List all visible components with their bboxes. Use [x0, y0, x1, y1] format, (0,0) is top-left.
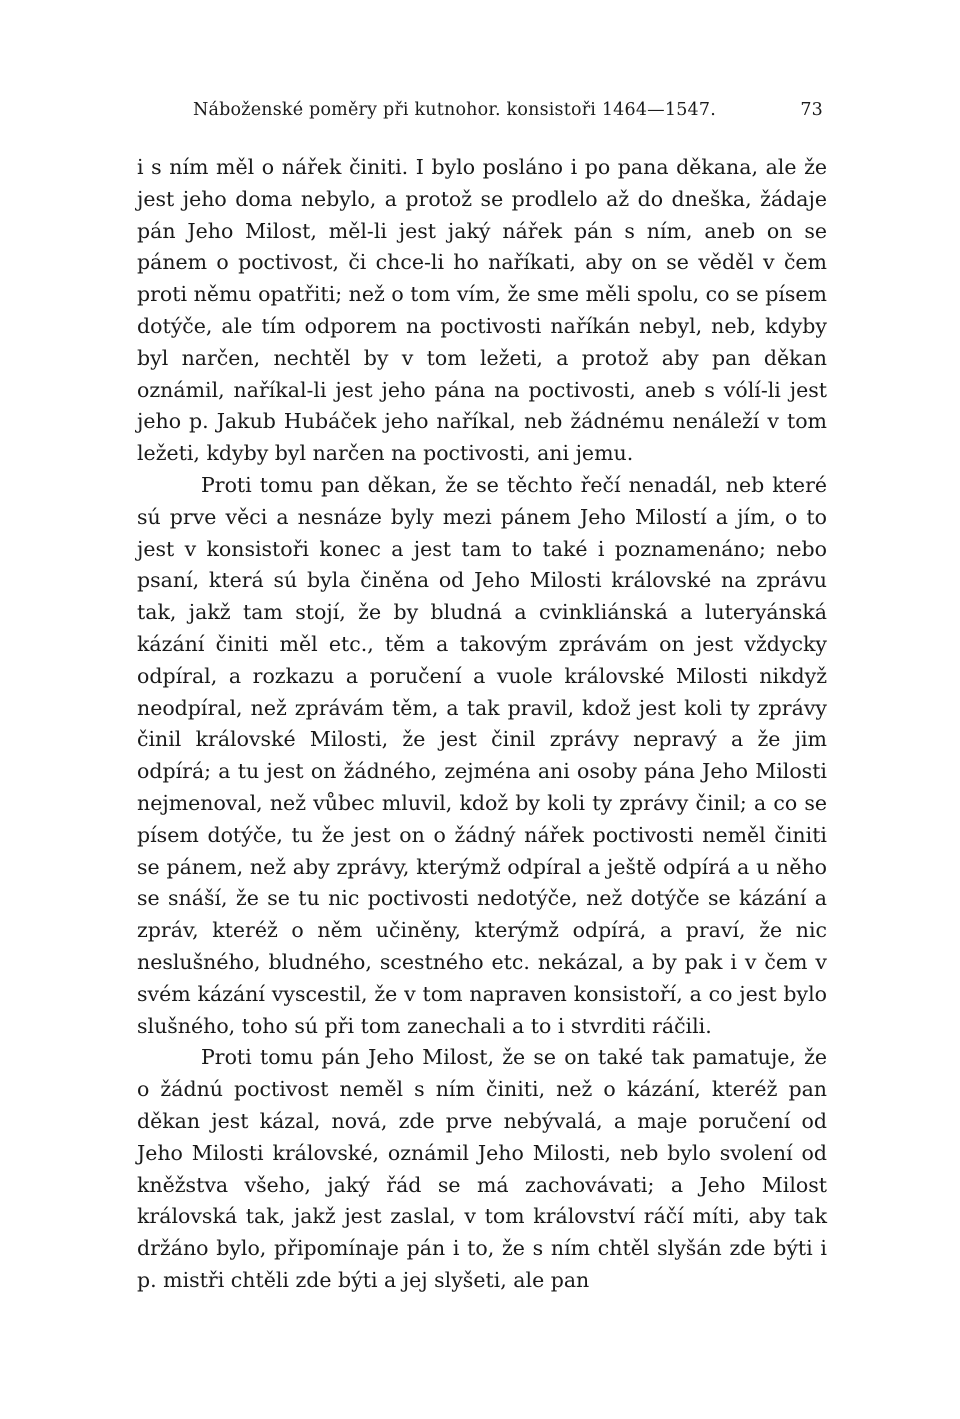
body-text [137, 152, 827, 1297]
book-page [137, 100, 827, 1297]
running-title: Náboženské poměry při kutnohor. konsistoři 1464—1547. [193, 100, 716, 120]
paragraph-2: Proti tomu pan děkan, že se těchto řečí nenadál, neb které sú prve věci a nesnáze byly mezi pánem Jeho Milostí a jím, o to jest v konsistoři konec a jest tam to také i poznamenáno; nebo psaní, která sú byla činěna od Jeho Milosti královské na zprávu tak, jakž tam stojí, že by bludná a cvinkliánská a luteryánská kázání činiti měl etc., těm a takovým zprávám on jest vždycky odpíral, a rozkazu a poručení a vuole královské Milosti nikdyž neodpíral, než zprávám těm, a tak pravil, kdož jest koli ty zprávy činil královské Milosti, že jest činil zprávy nepravý a že jim odpírá; a tu jest on žádného, zejména ani osoby pána Jeho Milosti nejmenoval, než vůbec mluvil, kdož by koli ty zprávy činil; a co se písem dotýče, tu že jest on o žádný nářek poctivosti neměl činiti se pánem, než aby zprávy, kterýmž odpíral a ještě odpírá a u něho se snáší, že se tu nic poctivosti nedotýče, než dotýče se kázání a zpráv, kteréž o něm učiněny, kterýmž odpírá, a praví, že nic neslušného, bludného, scestného etc. nekázal, a by pak i v čem v svém kázání vyscestil, že v tom napraven konsistoří, a co jest bylo slušného, toho sú při tom zanechali a to i stvrditi ráčili. [137, 472, 827, 1038]
running-head [137, 100, 827, 130]
paragraph-3: Proti tomu pán Jeho Milost, že se on také tak pamatuje, že o žádnú poctivost neměl s ním činiti, než o kázání, kteréž pan děkan jest kázal, nová, zde prve nebývalá, a maje poručení od Jeho Milosti královské, oznámil Jeho Milosti, neb bylo svolení od kněžstva všeho, jaký řád se má zachovávati; a Jeho Milost královská tak, jakž jest zaslal, v tom království ráčí míti, aby tak držáno bylo, připomínaje pán i to, že s ním chtěl slyšán zde býti i p. mistři chtěli zde býti a jej slyšeti, ale pan [137, 1045, 827, 1292]
paragraph-1: i s ním měl o nářek činiti. I bylo posláno i po pana děkana, ale že jest jeho doma nebylo, a protož se prodlelo až do dneška, žádaje pán Jeho Milost, měl-li jest jaký nářek pán s ním, aneb on se pánem o poctivost, či chce-li ho naříkati, aby on se věděl v čem proti němu opatřiti; než o tom vím, že sme měli spolu, co se písem dotýče, ale tím odporem na poctivosti naříkán nebyl, neb, kdyby byl narčen, nechtěl by v tom ležeti, a protož aby pan děkan oznámil, naříkal-li jest jeho pána na poctivosti, aneb s vólí-li jest jeho p. Jakub Hubáček jeho naříkal, neb žádnému nenáleží v tom ležeti, kdyby byl narčen na poctivosti, ani jemu. [137, 155, 827, 466]
page-number: 73 [800, 100, 823, 120]
